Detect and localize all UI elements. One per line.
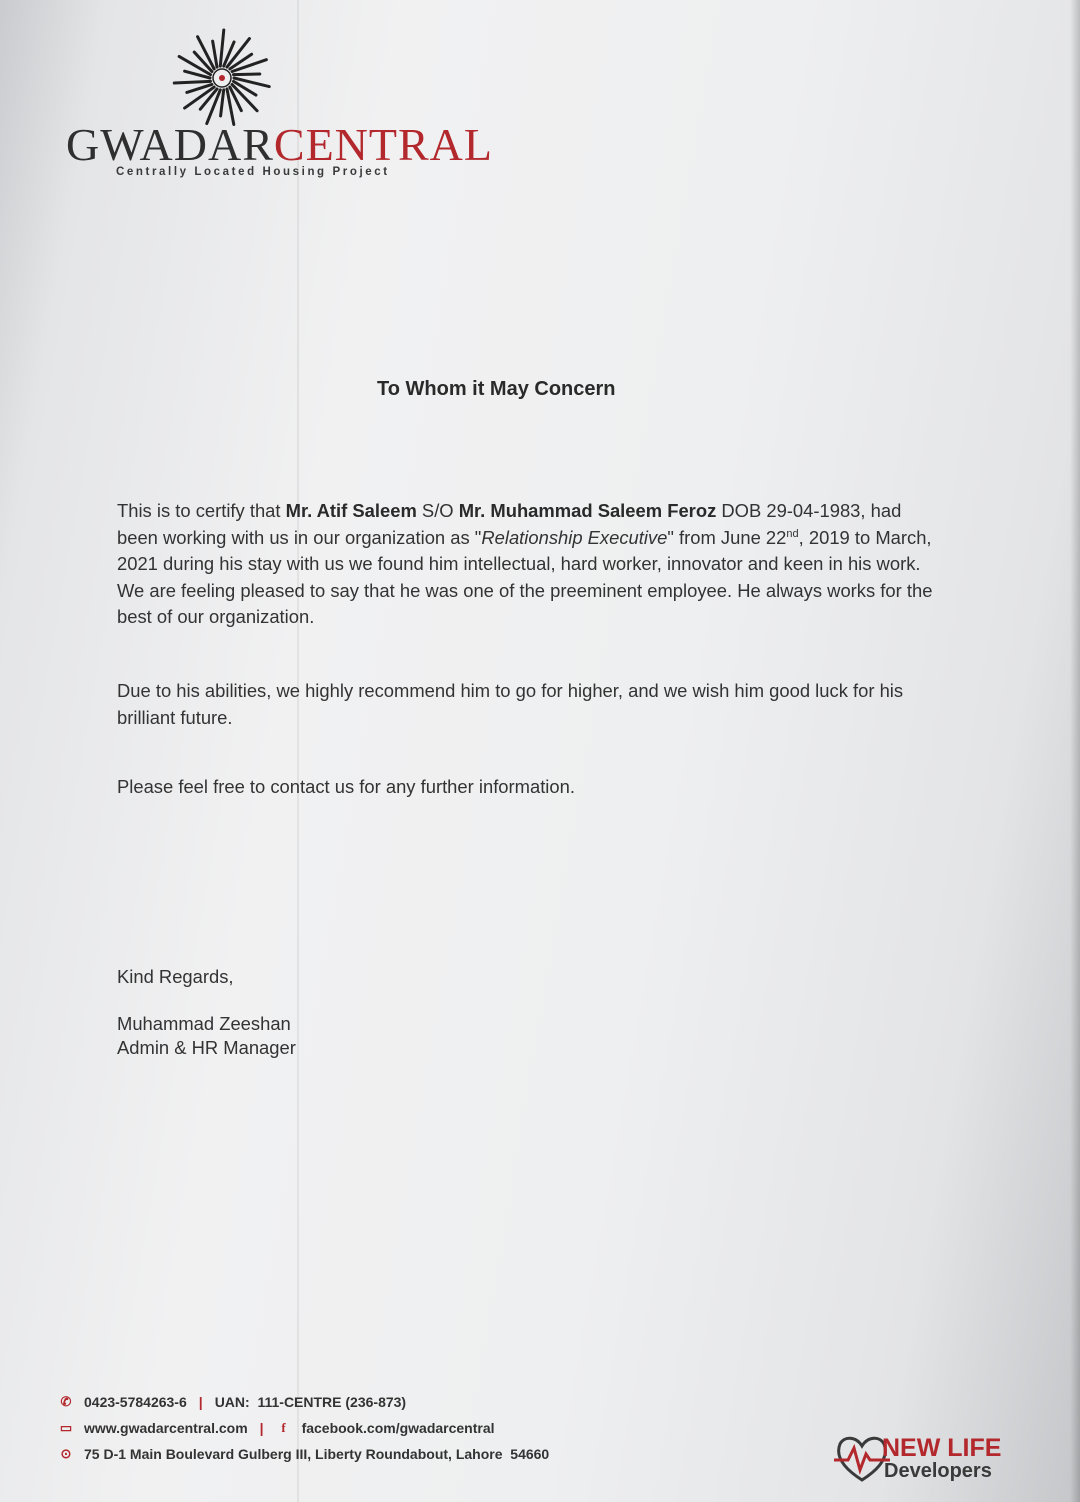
footer-uan[interactable]: 111-CENTRE (236-873) — [257, 1394, 407, 1410]
p1-text-d: " from June 22 — [667, 526, 787, 548]
logo-word-central: CENTRAL — [273, 119, 493, 170]
phone-icon: ✆ — [60, 1394, 72, 1409]
logo-word-gwadar: GWADAR — [66, 119, 274, 170]
facebook-icon: f — [281, 1420, 286, 1435]
signer-name: Muhammad Zeeshan — [117, 1013, 291, 1034]
p1-text-b: S/O — [416, 500, 459, 521]
sunburst-ray — [234, 74, 260, 75]
p1-text-c: DOB 29-04-1983, had been working with us in our organization as " — [117, 500, 902, 548]
letter-title: To Whom it May Concern — [377, 378, 616, 400]
footer-phone-row — [58, 1394, 406, 1410]
developer-name-line2: Developers — [884, 1460, 992, 1482]
paper-edge-shadow — [1070, 0, 1080, 1502]
sunburst-ray — [221, 90, 224, 116]
signer-title: Admin & HR Manager — [117, 1037, 296, 1058]
laptop-icon: ▭ — [59, 1420, 73, 1435]
paper-fold-line — [297, 0, 299, 1502]
footer-website[interactable]: www.gwadarcentral.com — [84, 1420, 248, 1436]
closing-salutation: Kind Regards, — [117, 966, 234, 987]
sunburst-logo-icon — [170, 26, 274, 130]
gwadar-central-logo — [66, 26, 493, 186]
location-pin-icon: ⊙ — [60, 1446, 72, 1461]
p1-text-e: , 2019 to March, 2021 during his stay with us we found him intellectual, hard worker, innovator and keen in his work. We are feeling pleased to say that he was one of the preeminent employee. He always works for the best of our organization. — [117, 526, 933, 627]
developer-name-line1: NEW LIFE — [882, 1434, 1002, 1462]
employee-name: Mr. Atif Saleem — [285, 500, 417, 521]
date-ordinal: nd — [786, 527, 799, 540]
footer-separator: | — [259, 1420, 264, 1436]
sunburst-ray — [174, 81, 210, 83]
new-life-developers-logo — [832, 1430, 1022, 1490]
footer-address: 75 D-1 Main Boulevard Gulberg III, Liberty Roundabout, Lahore — [84, 1446, 503, 1462]
sunburst-ray — [213, 41, 217, 67]
footer-facebook[interactable]: facebook.com/gwadarcentral — [301, 1420, 495, 1436]
paragraph-recommendation: Due to his abilities, we highly recommend him to go for higher, and we wish him good luck for his brilliant future. — [117, 680, 904, 728]
footer-separator: | — [198, 1394, 203, 1410]
logo-tagline: Centrally Located Housing Project — [116, 166, 390, 178]
footer-phone[interactable]: 0423-5784263-6 — [84, 1394, 187, 1410]
footer-postcode: 54660 — [510, 1446, 550, 1462]
father-name: Mr. Muhammad Saleem Feroz — [458, 500, 717, 521]
logo-wordmark — [66, 119, 493, 170]
sunburst-ray — [220, 30, 223, 66]
paragraph-certification — [117, 498, 947, 631]
p1-text-a: This is to certify that — [117, 500, 286, 521]
footer-uan-label: UAN: — [214, 1394, 250, 1410]
footer-address-row — [58, 1446, 549, 1462]
job-role: Relationship Executive — [481, 526, 668, 548]
footer-web-row — [58, 1420, 495, 1436]
signature-block — [117, 1012, 296, 1060]
paragraph-contact: Please feel free to contact us for any further information. — [117, 776, 575, 797]
